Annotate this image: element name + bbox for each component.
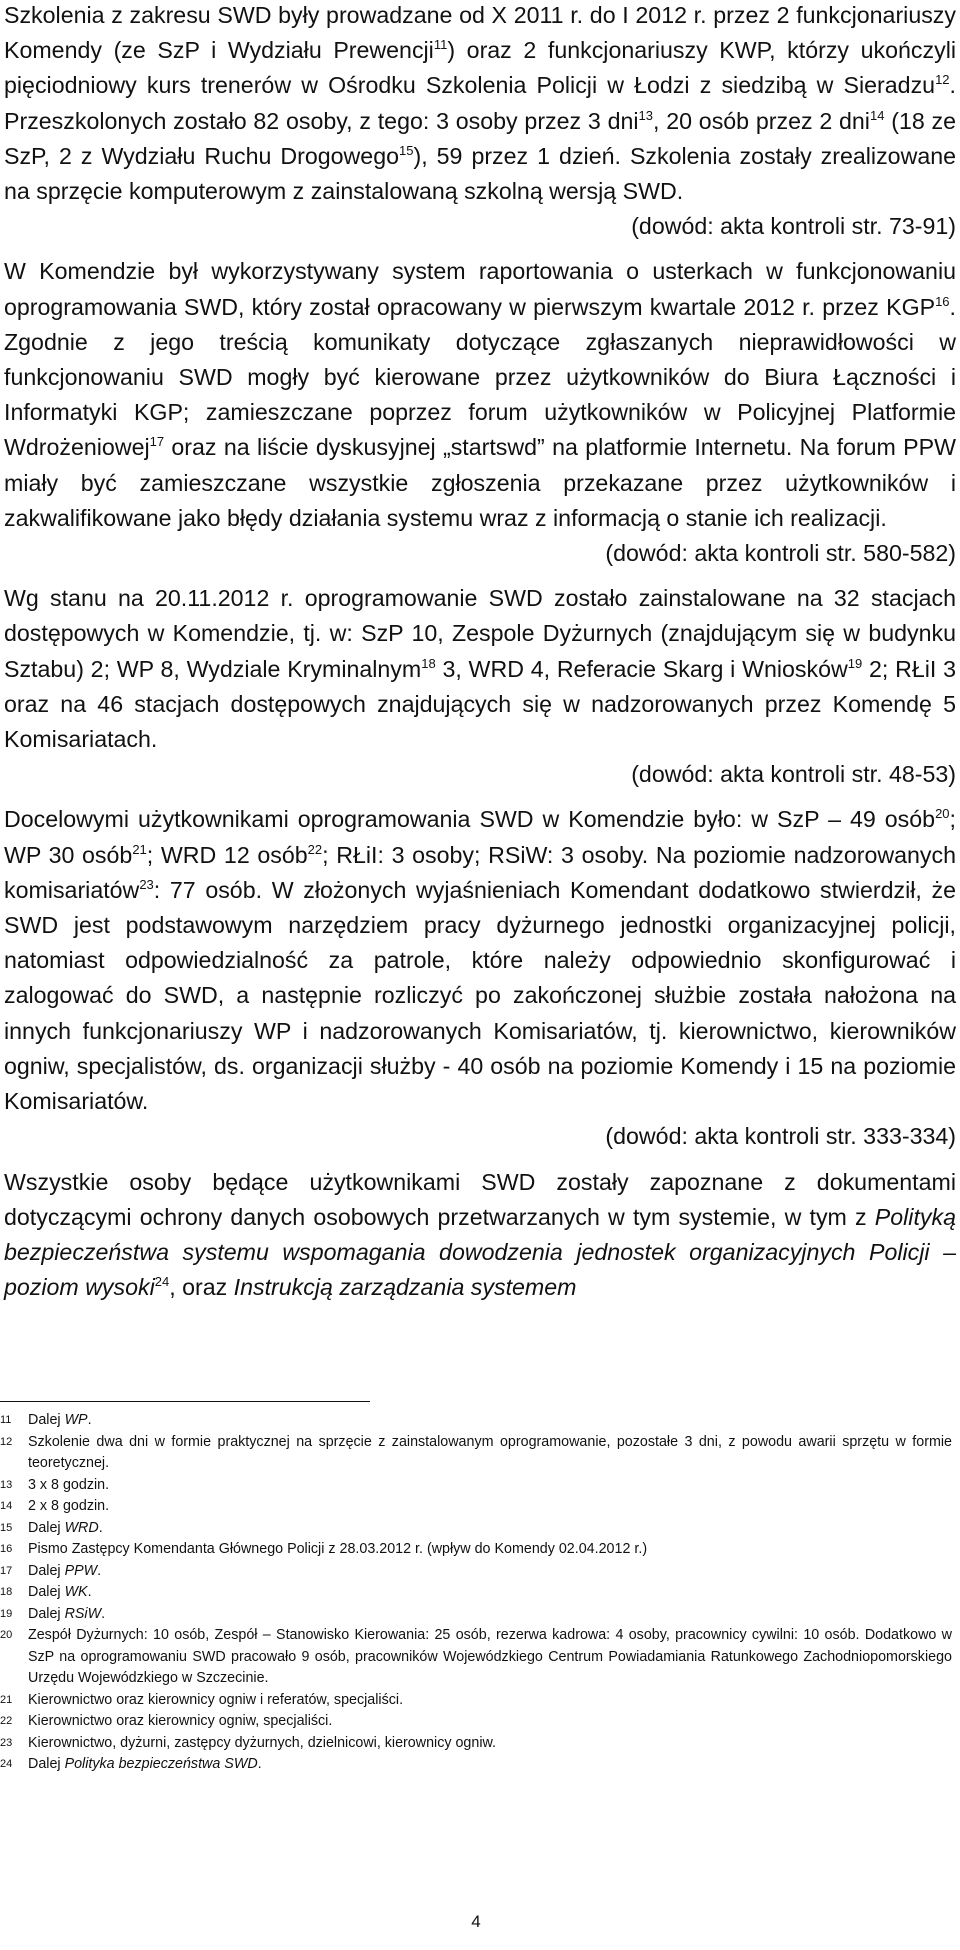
footnote-text-run: Dalej [28,1412,65,1428]
text-run: ) oraz 2 funkcjonariuszy KWP, którzy ukończyli pięciodniowy kurs trenerów w Ośrodku Szkolenia Policji w Łodzi z siedzibą w Sieradzu [4,37,956,99]
footnote-italic-term: PPW [64,1562,98,1579]
footnote-text-run: Dalej [28,1562,65,1579]
footnote-number: 11 [0,1414,12,1426]
text-run: ; WP 30 osób [4,806,956,868]
footnote-text-run: . [97,1562,102,1579]
footnote-item [0,1539,952,1561]
footnote-text [28,1539,952,1561]
footnote-ref: 24 [154,1274,170,1290]
footnote-italic-term: RSiW [64,1605,102,1622]
text-run: : 77 osób. W złożonych wyjaśnieniach Komendant dodatkowo stwierdził, że SWD jest podstawowym narzędziem pracy dyżurnego jednostki organizacyjnej policji, natomiast odpowiedzialność za patrole, które należy odpowiednio skonfigurować i zalogować do SWD, a następnie rozliczyć po zakończonej służbie została nałożona na innych funkcjonariuszy WP i nadzorowanych Komisariatów, tj. kierownictwo, kierowników ogniw, specjalistów, ds. organizacji służby - 40 osób na poziomie Komendy i 15 na poziomie Komisariatów. [4,876,956,1115]
footnote-number: 23 [0,1736,13,1749]
footnote-text-run: . [87,1584,92,1600]
footnote-italic-term: WRD [64,1519,99,1536]
footnote-text [28,1711,952,1733]
footnote-ref: 16 [935,293,950,309]
evidence-reference: (dowód: akta kontroli str. 48-53) [631,761,956,788]
footnote-text [28,1604,952,1626]
footnote-item [0,1410,952,1432]
paragraph-installation [4,581,956,757]
footnote-item [0,1690,952,1712]
text-run: ), 59 przez 1 dzień. Szkolenia zostały zrealizowane na sprzęcie komputerowym z zainstalowaną szkolną wersją SWD. [4,142,957,205]
footnote-text-run: 2 x 8 godzin. [28,1498,110,1514]
footnote-item [0,1711,952,1733]
italic-document-title: Instrukcją zarządzania systemem [233,1274,577,1301]
footnote-text-run: Szkolenie dwa dni w formie praktycznej na sprzęcie z zainstalowanym oprogramowanie, pozostałe 3 dni, z powodu awarii sprzętu w formie teoretycznej. [28,1433,952,1471]
footnote-text [28,1432,952,1475]
footnote-text [28,1754,952,1776]
italic-document-title: Polityką bezpieczeństwa systemu wspomagania dowodzenia jednostek organizacyjnych Policji – poziom wysoki [4,1203,956,1301]
footnote-text-run: Dalej [28,1519,65,1536]
footnote-text-run: Kierownictwo oraz kierownicy ogniw i referatów, specjaliści. [28,1691,404,1708]
footnote-text [28,1625,952,1690]
footnote-number: 16 [0,1543,13,1555]
footnote-text [28,1410,952,1432]
footnote-item [0,1625,952,1690]
text-run: Docelowymi użytkownikami oprogramowania SWD w Komendzie było: w SzP – 49 osób [4,806,936,833]
document-page [4,0,956,1305]
footnote-number: 24 [0,1758,13,1770]
footnote-text [28,1475,952,1497]
footnote-item [0,1604,952,1626]
footnote-ref: 20 [935,806,950,822]
footnote-text-run: Dalej [28,1605,65,1622]
footnote-text-run: Pismo Zastępcy Komendanta Głównego Policji z 28.03.2012 r. (wpływ do Komendy 02.04.2012 r.) [28,1541,648,1557]
footnote-italic-term: WP [64,1412,88,1428]
paragraph-reporting [4,254,956,536]
page-number: 4 [471,1912,481,1931]
text-run: Wg stanu na 20.11.2012 r. oprogramowanie SWD zostało zainstalowane na 32 stacjach dostępowych w Komendzie, tj. w: SzP 10, Zespole Dyżurnych (znajdującym się w budynku Sztabu) 2; WP 8, Wydziale Kryminalnym [4,585,956,682]
footnote-number: 20 [0,1629,13,1641]
text-run: oraz na liście dyskusyjnej „startswd” na platformie Internetu. Na forum PPW miały być zamieszczane wszystkie zgłoszenia przekazane przez użytkowników i zakwalifikowane jako błędy działania systemu wraz z informacją o stanie ich realizacji. [4,434,956,531]
footnote-text [28,1733,952,1755]
paragraph-data-protection [4,1165,956,1306]
footnote-text-run: Kierownictwo, dyżurni, zastępcy dyżurnych, dzielnicowi, kierownicy ogniw. [28,1734,497,1751]
text-run: Wszystkie osoby będące użytkownikami SWD zostały zapoznane z dokumentami dotyczącymi ochrony danych osobowych przetwarzanych w tym systemie, w tym z [4,1168,956,1230]
footnote-italic-term: Polityka bezpieczeństwa SWD [64,1756,258,1772]
footnote-text-run: Zespół Dyżurnych: 10 osób, Zespół – Stanowisko Kierowania: 25 osób, rezerwa kadrowa: 4 osoby, pracownicy cywilni: 10 osób. Dodatkowo w SzP na oprogramowaniu SWD pracowało 9 osób, pracowników Wojewódzkiego Centrum Powiadamiania Ratunkowego Zachodniopomorskiego Urzędu Wojewódzkiego w Szczecinie. [28,1627,952,1686]
footnote-number: 15 [0,1521,13,1534]
footnote-text [28,1496,952,1518]
footnote-number: 12 [0,1435,13,1448]
footnote-item [0,1496,952,1518]
text-run: ; WRD 12 osób [146,841,308,868]
footnote-text [28,1561,952,1583]
text-run: , 20 osób przez 2 dni [653,107,870,134]
footnote-item [0,1582,952,1604]
footnote-ref: 17 [149,434,165,450]
evidence-reference: (dowód: akta kontroli str. 333-334) [605,1123,956,1150]
footnote-ref: 18 [421,655,436,671]
text-run: 3, WRD 4, Referacie Skarg i Wniosków [435,655,848,682]
footnote-ref: 11 [433,37,448,53]
footnote-text-run: Dalej [28,1584,65,1600]
footnote-separator [0,1401,370,1402]
footnote-text-run: . [87,1412,92,1428]
footnote-text [28,1690,952,1712]
evidence-reference: (dowód: akta kontroli str. 580-582) [605,540,956,567]
footnote-number: 21 [0,1693,13,1706]
footnote-item [0,1475,952,1497]
footnote-item [0,1518,952,1540]
footnote-ref: 15 [399,142,414,158]
footnote-item [0,1432,952,1475]
footnote-item [0,1561,952,1583]
footnote-ref: 12 [935,72,950,88]
text-run: Szkolenia z zakresu SWD były prowadzane od X 2011 r. do I 2012 r. przez 2 funkcjonariuszy Komendy (ze SzP i Wydziału Prewencji [4,2,956,64]
text-run: , oraz [169,1274,234,1301]
footnote-number: 19 [0,1607,13,1620]
footnote-text-run: . [98,1519,103,1536]
footnote-text-run: Kierownictwo oraz kierownicy ogniw, specjaliści. [28,1713,333,1729]
footnote-number: 13 [0,1478,13,1491]
text-run: . Przeszkolonych zostało 82 osoby, z tego: 3 osoby przez 3 dni [4,72,956,134]
footnote-text [28,1518,952,1540]
footnote-ref: 19 [847,655,863,671]
text-run: ; RŁiI: 3 osoby; RSiW: 3 osoby. Na poziomie nadzorowanych komisariatów [4,841,957,903]
text-run: . Zgodnie z jego treścią komunikaty dotyczące zgłaszanych nieprawidłowości w funkcjonowaniu SWD mogły być kierowane przez użytkowników do Biura Łączności i Informatyki KGP; zamieszczane poprzez forum użytkowników w Policyjnej Platformie Wdrożeniowej [4,293,956,461]
evidence-reference: (dowód: akta kontroli str. 73-91) [631,213,956,240]
footnote-ref: 22 [307,841,323,857]
footnote-number: 17 [0,1564,13,1577]
footnote-item [0,1754,952,1776]
paragraph-users [4,802,956,1119]
footnote-number: 22 [0,1715,13,1727]
footnote-italic-term: WK [64,1584,88,1600]
footnote-ref: 21 [132,841,147,857]
text-run: W Komendzie był wykorzystywany system raportowania o usterkach w funkcjonowaniu oprogramowania SWD, który został opracowany w pierwszym kwartale 2012 r. przez KGP [4,258,956,320]
text-run: 2; RŁiI 3 oraz na 46 stacjach dostępowych znajdujących się w nadzorowanych przez Komendę 5 Komisariatach. [4,655,956,753]
footnote-text [28,1582,952,1604]
footnotes [0,1410,952,1776]
footnote-item [0,1733,952,1755]
footnote-ref: 13 [638,107,653,123]
footnote-ref: 14 [869,107,885,123]
footnote-text-run: . [101,1605,106,1622]
footnote-text-run: . [257,1756,262,1772]
footnote-number: 14 [0,1500,13,1512]
footnote-text-run: 3 x 8 godzin. [28,1476,110,1493]
footnote-number: 18 [0,1586,13,1598]
footnote-text-run: Dalej [28,1756,65,1772]
paragraph-training [4,0,956,209]
text-run: (18 ze SzP, 2 z Wydziału Ruchu Drogowego [4,107,957,169]
footnote-ref: 23 [139,876,154,892]
